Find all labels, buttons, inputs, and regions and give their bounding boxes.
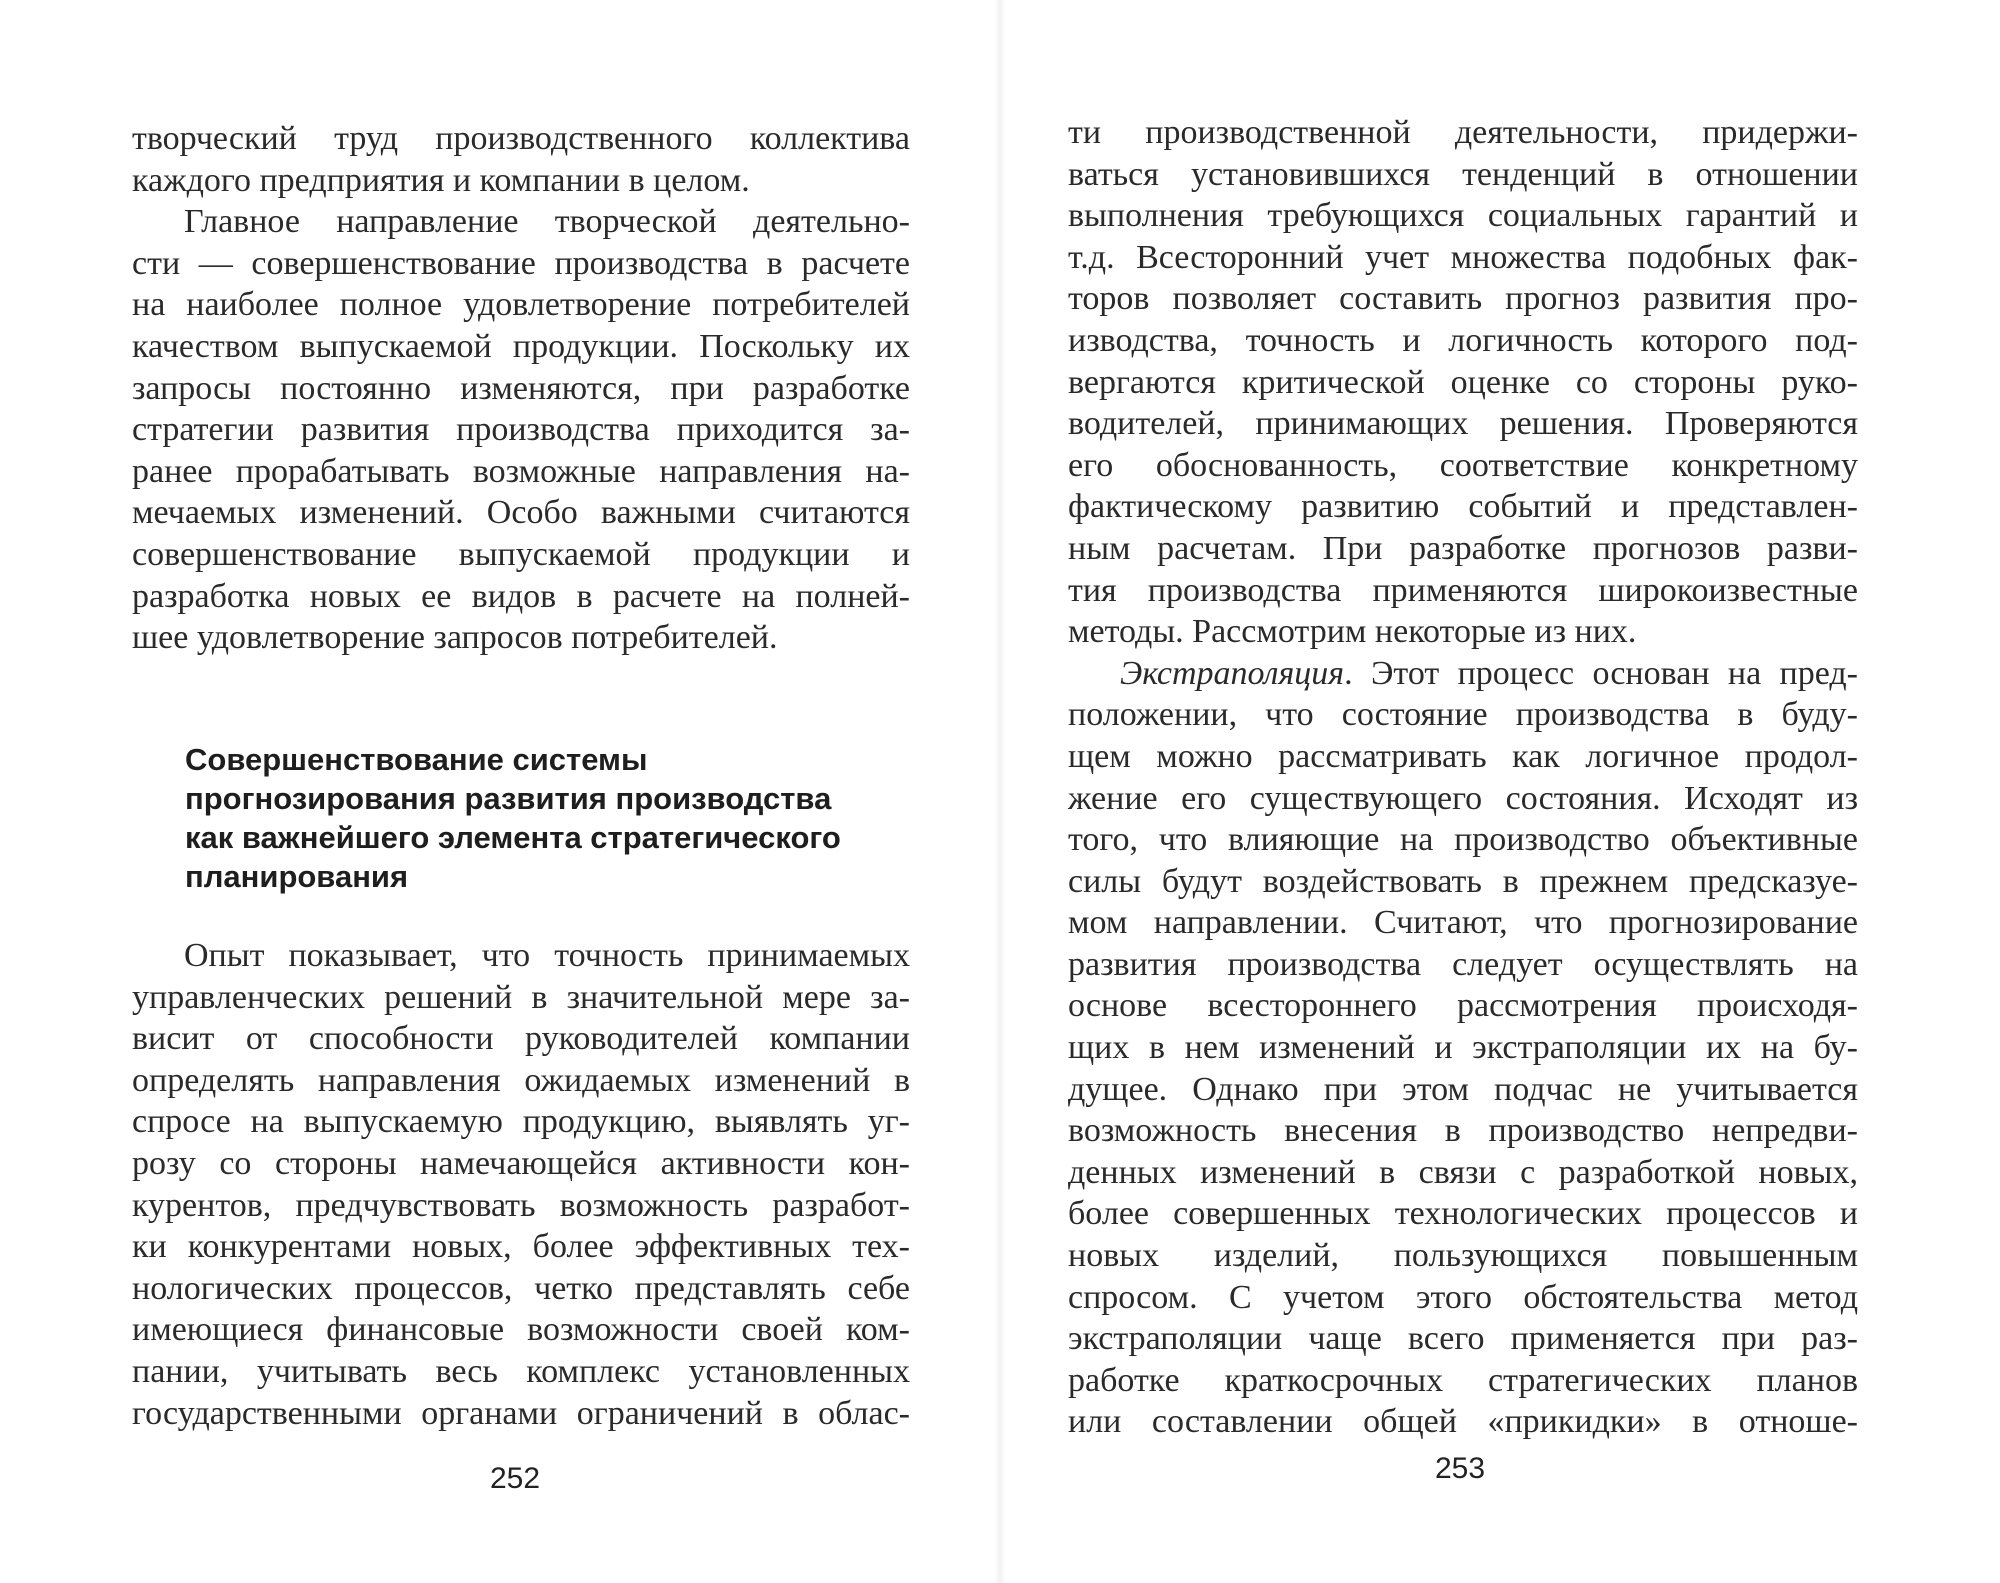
heading-line: как важнейшего элемента стратегического: [185, 820, 841, 855]
text-line: Опыт показывает, что точность принимаемых: [184, 937, 910, 974]
text-line: т.д. Всесторонний учет множества подобных фак-: [1068, 238, 1858, 276]
text-line: его обоснованность, соответствие конкретному: [1068, 446, 1858, 484]
text-line: основе всестороннего рассмотрения происходя-: [1068, 987, 1858, 1025]
text-line: фактическому развитию событий и представлен-: [1068, 488, 1858, 526]
text-line: новых изделий, пользующихся повышенным: [1068, 1237, 1858, 1275]
text-line: качеством выпускаемой продукции. Поскольку их: [132, 327, 910, 365]
right-page-text: [1068, 112, 1858, 1443]
text-line: совершенствование выпускаемой продукции и: [132, 535, 910, 573]
text-line: шее удовлетворение запросов потребителей.: [132, 619, 778, 657]
text-line: развития производства следует осуществлять на: [1068, 945, 1858, 983]
text-line: [1068, 653, 1858, 695]
text-line: запросы постоянно изменяются, при разработке: [132, 369, 910, 407]
text-line: возможность внесения в производство непредви-: [1068, 1112, 1858, 1150]
text-line: денных изменений в связи с разработкой новых,: [1068, 1153, 1858, 1191]
text-line: щем можно рассматривать как логичное продол-: [1068, 737, 1858, 775]
text-line: жение его существующего состояния. Исходят из: [1068, 779, 1858, 817]
page-number: 253: [1435, 1452, 1486, 1485]
text-line: имеющиеся финансовые возможности своей ком-: [132, 1311, 910, 1349]
left-page-text-bottom: [132, 935, 910, 1434]
text-line: положении, что состояние производства в буду-: [1068, 696, 1858, 734]
text-line: курентов, предчувствовать возможность разработ-: [132, 1186, 910, 1224]
text-line: дущее. Однако при этом подчас не учитывается: [1068, 1070, 1858, 1108]
text-line: творческий труд производственного коллектива: [132, 120, 910, 157]
text-line: силы будут воздействовать в прежнем предсказуе-: [1068, 862, 1858, 900]
text-line: ти производственной деятельности, придержи-: [1068, 114, 1858, 151]
text-line: работке краткосрочных стратегических планов: [1068, 1361, 1858, 1399]
text-line: того, что влияющие на производство объективные: [1068, 821, 1858, 859]
text-line: ки конкурентами новых, более эффективных тех-: [132, 1228, 910, 1266]
text-line: управленческих решений в значительной мере за-: [132, 978, 910, 1016]
text-line: спросом. С учетом этого обстоятельства метод: [1068, 1278, 1858, 1316]
text-line: пании, учитывать весь комплекс установленных: [132, 1352, 910, 1390]
text-line: ваться установившихся тенденций в отношении: [1068, 155, 1858, 193]
text-line: Главное направление творческой деятельно-: [184, 203, 910, 241]
text-line: вергаются критической оценке со стороны руко-: [1068, 363, 1858, 401]
text-line: мечаемых изменений. Особо важными считаются: [132, 494, 910, 532]
text-line: висит от способности руководителей компании: [132, 1020, 910, 1058]
text-line: нологических процессов, четко представлять себе: [132, 1269, 910, 1307]
text-line: мом направлении. Считают, что прогнозирование: [1068, 904, 1858, 942]
text-fragment: . Этот процесс основан на пред-: [1344, 654, 1858, 692]
text-line: водителей, принимающих решения. Проверяются: [1068, 405, 1858, 443]
text-line: тия производства применяются широкоизвестные: [1068, 571, 1858, 609]
text-line: определять направления ожидаемых изменений в: [132, 1061, 910, 1099]
text-line: или составлении общей «прикидки» в отноше-: [1068, 1403, 1858, 1441]
text-line: стратегии развития производства приходится за-: [132, 411, 910, 449]
text-line: разработка новых ее видов в расчете на полней-: [132, 577, 910, 615]
text-line: розу со стороны намечающейся активности кон-: [132, 1144, 910, 1182]
section-heading: [185, 740, 885, 896]
text-line: методы. Рассмотрим некоторые из них.: [1068, 613, 1637, 651]
text-line: сти — совершенствование производства в расчете: [132, 244, 910, 282]
italic-term: Экстраполяция: [1120, 654, 1345, 692]
text-line: выполнения требующихся социальных гарантий и: [1068, 197, 1858, 235]
text-line: каждого предприятия и компании в целом.: [132, 161, 750, 199]
text-line: более совершенных технологических процессов и: [1068, 1195, 1858, 1233]
left-page-text-top: [132, 118, 910, 659]
right-page: [1000, 0, 2000, 1583]
text-line: государственными органами ограничений в облас-: [132, 1394, 910, 1432]
text-line: изводства, точность и логичность которого под-: [1068, 321, 1858, 359]
text-line: ранее прорабатывать возможные направления на-: [132, 452, 910, 490]
text-line: торов позволяет составить прогноз развития про-: [1068, 280, 1858, 318]
text-line: щих в нем изменений и экстраполяции их на бу-: [1068, 1029, 1858, 1067]
text-line: экстраполяции чаще всего применяется при раз-: [1068, 1320, 1858, 1358]
heading-line: Совершенствование системы: [185, 742, 648, 777]
heading-line: прогнозирования развития производства: [185, 781, 832, 816]
text-line: на наиболее полное удовлетворение потребителей: [132, 286, 910, 324]
text-line: спросе на выпускаемую продукцию, выявлять уг-: [132, 1103, 910, 1141]
heading-line: планирования: [185, 859, 409, 894]
page-number: 252: [490, 1462, 541, 1495]
text-line: ным расчетам. При разработке прогнозов разви-: [1068, 529, 1858, 567]
